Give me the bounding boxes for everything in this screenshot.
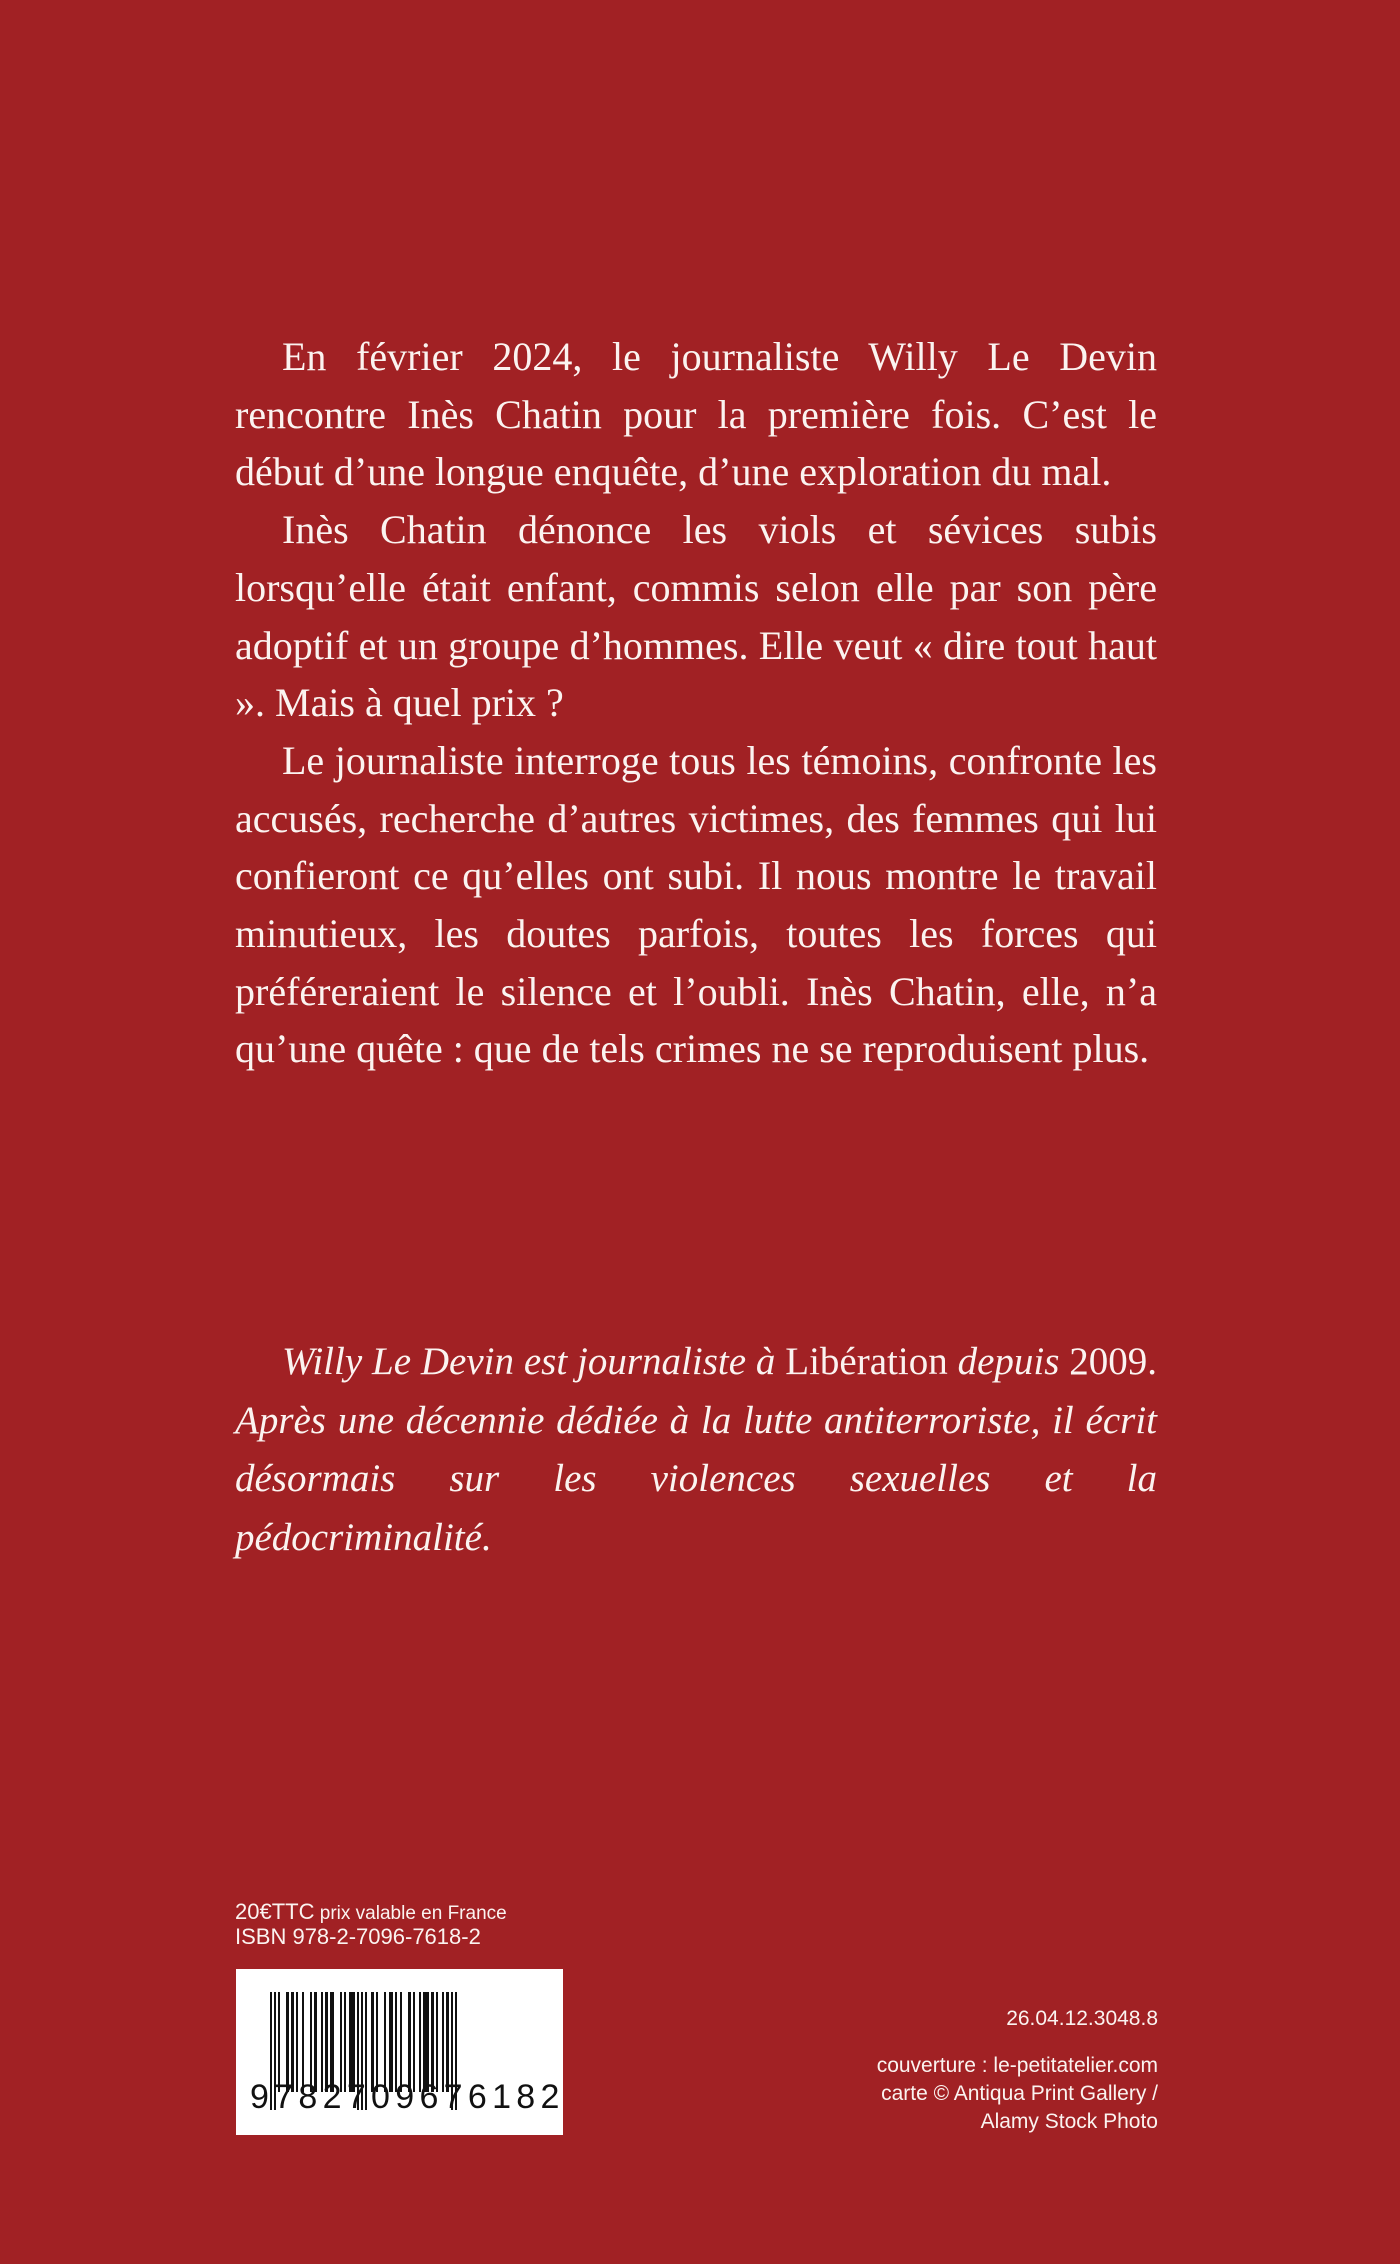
- bio-text: Willy Le Devin est journaliste à: [282, 1340, 786, 1383]
- author-bio: [235, 1333, 1157, 1567]
- credits: [877, 2052, 1158, 2136]
- credit-line: carte © Antiqua Print Gallery /: [881, 2082, 1158, 2105]
- blurb-paragraph: En février 2024, le journaliste Willy Le Devin rencontre Inès Chatin pour la première fois. C’est le début d’une longue enquête, d’une exploration du mal.: [235, 334, 1157, 495]
- bio-year: 2009.: [1069, 1340, 1157, 1383]
- bio-text: Après une décennie dédiée à la lutte antiterroriste, il écrit désormais sur les violences sexuelles et la pédocriminalité.: [235, 1398, 1157, 1559]
- blurb-paragraph: Le journaliste interroge tous les témoins, confronte les accusés, recherche d’autres victimes, des femmes qui lui confieront ce qu’elles ont subi. Il nous montre le travail minutieux, les doutes parfois, toutes les forces qui préféreraient le silence et l’oubli. Inès Chatin, elle, n’a qu’une quête : que de tels crimes ne se reproduisent plus.: [235, 737, 1157, 1072]
- isbn: ISBN 978-2-7096-7618-2: [235, 1924, 481, 1949]
- price-tax: TTC: [271, 1899, 315, 1924]
- credit-line: couverture : le-petitatelier.com: [876, 2054, 1158, 2077]
- bio-text: depuis: [947, 1340, 1070, 1383]
- barcode: [236, 1969, 563, 2135]
- back-cover-blurb: [235, 328, 1157, 1078]
- newspaper-name: Libération: [785, 1340, 948, 1383]
- price-currency: €: [259, 1899, 272, 1924]
- print-code: 26.04.12.3048.8: [1006, 2007, 1158, 2030]
- barcode-digits: 9782709676182: [250, 2078, 565, 2116]
- price-amount: 20: [235, 1899, 260, 1924]
- blurb-paragraph: Inès Chatin dénonce les viols et sévices subis lorsqu’elle était enfant, commis selon elle par son père adoptif et un groupe d’hommes. Elle veut « dire tout haut ». Mais à quel prix ?: [235, 507, 1157, 726]
- author-bio-paragraph: [235, 1333, 1157, 1567]
- credit-line: Alamy Stock Photo: [980, 2110, 1158, 2133]
- price-note: prix valable en France: [314, 1903, 507, 1924]
